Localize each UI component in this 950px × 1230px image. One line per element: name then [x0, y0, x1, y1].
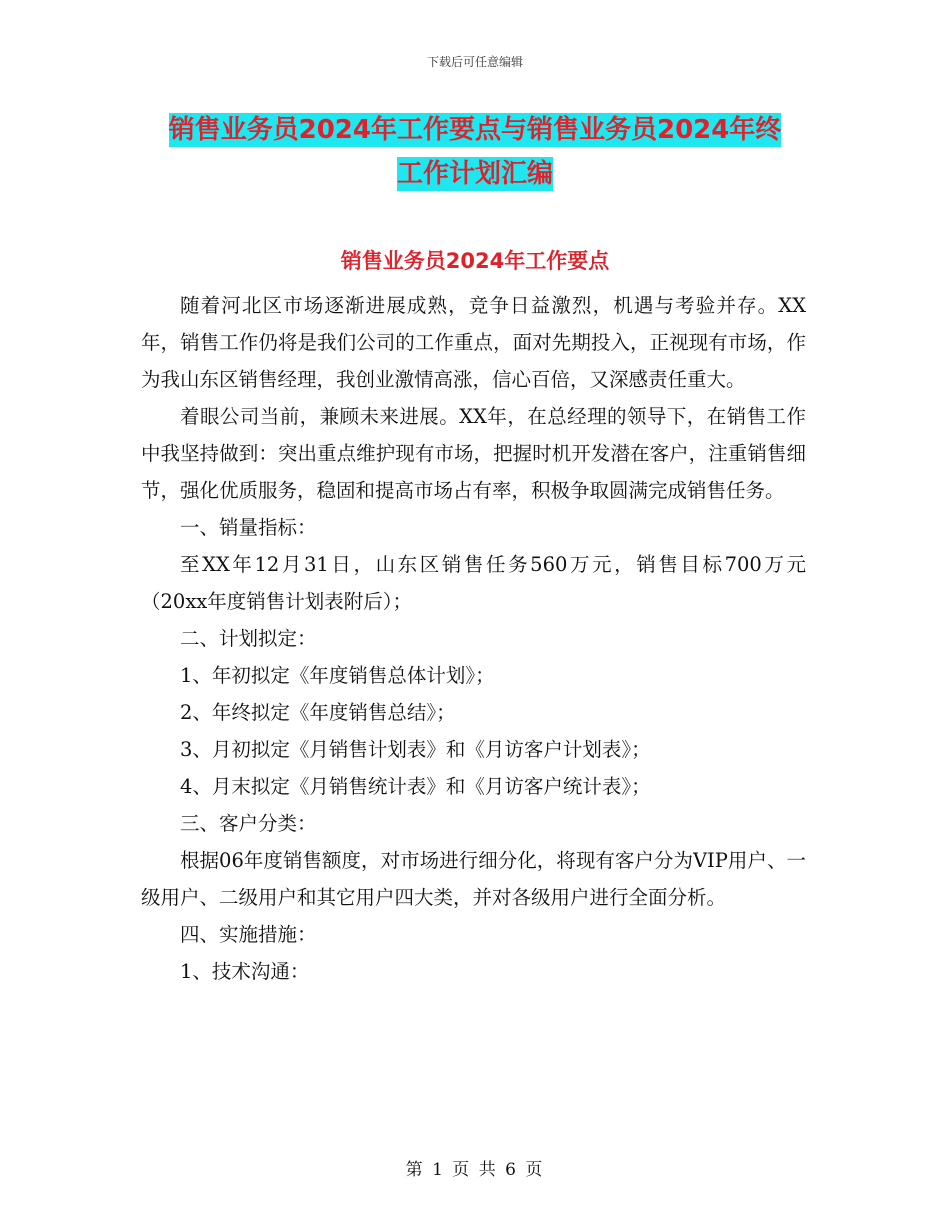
paragraph: 着眼公司当前，兼顾未来进展。XX年，在总经理的领导下，在销售工作中我坚持做到：突出重点维护现有市场，把握时机开发潜在客户，注重销售细节，强化优质服务，稳固和提高市场占有率，积极争取圆满完成销售任务。 — [141, 405, 806, 502]
document-body — [141, 287, 806, 990]
document-title-line-2: 工作计划汇编 — [396, 159, 553, 189]
paragraph: 2、年终拟定《年度销售总结》； — [180, 701, 456, 724]
paragraph: 4、月末拟定《月销售统计表》和《月访客户统计表》； — [180, 775, 651, 798]
page-header: 下载后可任意编辑 — [426, 55, 523, 69]
document-title-line-1: 销售业务员2024年工作要点与销售业务员2024年终 — [168, 115, 782, 145]
paragraph: 一、销量指标： — [180, 516, 317, 539]
paragraph: 1、技术沟通： — [180, 960, 310, 983]
page-footer: 第 1 页 共 6 页 — [405, 1160, 545, 1180]
paragraph: 3、月初拟定《月销售计划表》和《月访客户计划表》； — [180, 738, 651, 761]
paragraph: 二、计划拟定： — [180, 627, 317, 650]
paragraph: 1、年初拟定《年度销售总体计划》； — [180, 664, 495, 687]
document-title — [0, 108, 950, 196]
paragraph: 四、实施措施： — [180, 923, 317, 946]
section-title: 销售业务员2024年工作要点 — [340, 249, 610, 273]
paragraph: 随着河北区市场逐渐进展成熟，竞争日益激烈，机遇与考验并存。XX年，销售工作仍将是我们公司的工作重点，面对先期投入，正视现有市场，作为我山东区销售经理，我创业激情高涨，信心百倍，又深感责任重大。 — [141, 294, 806, 391]
paragraph: 根据06年度销售额度，对市场进行细分化，将现有客户分为VIP用户、一级用户、二级用户和其它用户四大类，并对各级用户进行全面分析。 — [141, 849, 806, 909]
paragraph: 至XX年12月31日，山东区销售任务560万元，销售目标700万元（20xx年度销售计划表附后）； — [141, 553, 806, 613]
paragraph: 三、客户分类： — [180, 812, 317, 835]
